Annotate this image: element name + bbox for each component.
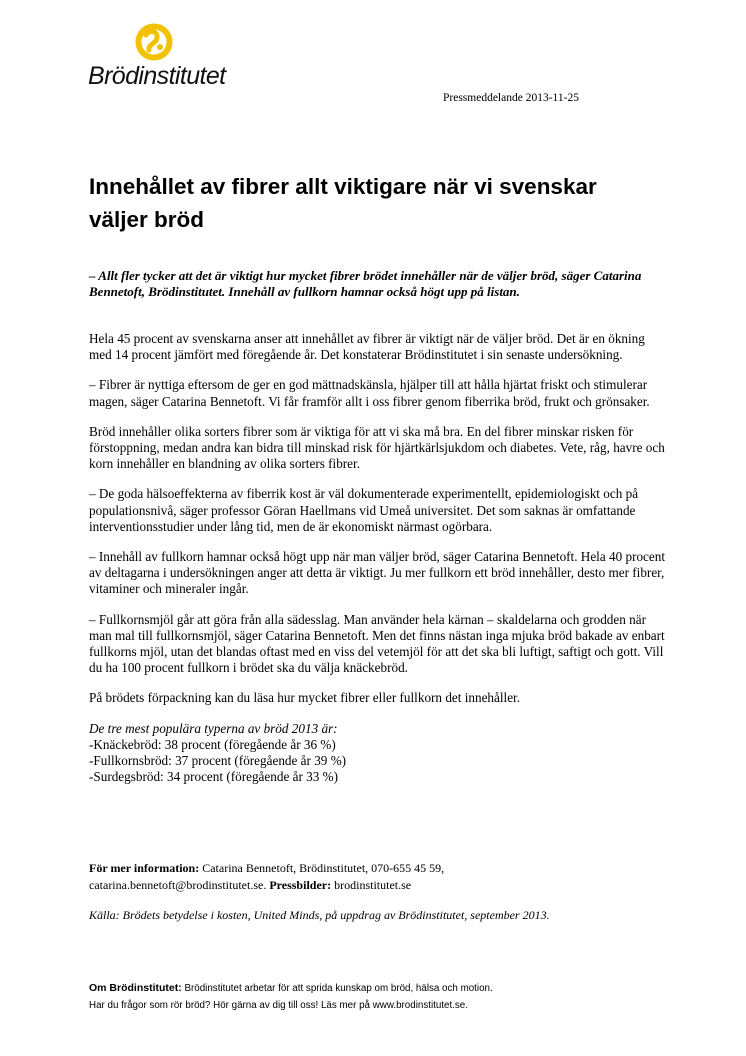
about-section <box>89 980 689 1014</box>
contact-email-link[interactable]: catarina.bennetoft@brodinstitutet.se. <box>89 878 267 892</box>
bread-logo-icon <box>134 22 174 62</box>
source-note: Källa: Brödets betydelse i kosten, United Minds, på uppdrag av Brödinstitutet, september 2013. <box>89 908 550 922</box>
popular-bread-list <box>89 721 669 786</box>
list-heading: De tre mest populära typerna av bröd 2013 är: <box>89 720 338 736</box>
paragraph: På brödets förpackning kan du läsa hur mycket fibrer eller fullkorn det innehåller. <box>89 690 521 706</box>
paragraph: – Fibrer är nyttiga eftersom de ger en god mättnadskänsla, hjälper till att hålla hjärtat friskt och stimulerar magen, säger Catarina Bennetoft. Vi får framför allt i oss fibrer genom fiberrika bröd, frukt och grönsaker. <box>89 377 650 409</box>
contact-text: Catarina Bennetoft, Brödinstitutet, 070-655 45 59, <box>202 861 445 875</box>
page-title: Innehållet av fibrer allt viktigare när vi svenskar väljer bröd <box>89 174 597 232</box>
paragraph: – Fullkornsmjöl går att göra från alla sädesslag. Man använder hela kärnan – skaldelarna och grodden när man mal till fullkornsmjöl, säger Catarina Bennetoft. Men det finns nästan inga mjuka bröd bakade av enbart fullkorns mjöl, utan det blandas oftast med en viss del vetemjöl för att det ska bli luftigt, saftigt och gott. Vill du ha 100 procent fullkorn i brödet ska du välja knäckebröd. <box>89 611 665 676</box>
list-item: -Surdegsbröd: 34 procent (föregående år 33 %) <box>89 769 339 785</box>
article-body <box>89 331 669 799</box>
paragraph: – Innehåll av fullkorn hamnar också högt upp när man väljer bröd, säger Catarina Bennetoft. Hela 40 procent av deltagarna i undersökningen anger att detta är viktigt. Ju mer fullkorn ett bröd innehåller, desto mer fibrer, vitaminer och mineraler ingår. <box>89 549 666 597</box>
paragraph: Hela 45 procent av svenskarna anser att innehållet av fibrer är viktigt när de väljer bröd. Det är en ökning med 14 procent jämfört med föregående år. Det konstaterar Brödinstitutet i sin senaste undersökning. <box>89 331 645 363</box>
lead-paragraph: – Allt fler tycker att det är viktigt hur mycket fibrer brödet innehåller när de väljer bröd, säger Catarina Bennetoft, Brödinstitutet. Innehåll av fullkorn hamnar också högt upp på listan. <box>89 268 642 299</box>
photos-label: Pressbilder: <box>269 878 332 892</box>
paragraph: – De goda hälsoeffekterna av fiberrik kost är väl dokumenterade experimentellt, epidemiologiskt och på populationsnivå, säger professor Göran Haellmans vid Umeå universitet. Det som saknas är omfattande interventionsstudier under lång tid, men de är ekonomiskt närmast ogörbara. <box>89 486 639 534</box>
brand-name: Brödinstitutet <box>88 62 226 90</box>
contact-label: För mer information: <box>89 861 200 875</box>
contact-info <box>89 860 669 894</box>
paragraph: Bröd innehåller olika sorters fibrer som är viktiga för att vi ska må bra. En del fibrer minskar risken för förstoppning, medan andra kan bidra till minskad risk för hjärtkärlsjukdom och diabetes. Vete, råg, havre och korn innehåller en blandning av olika sorters fibrer. <box>89 423 665 472</box>
about-label: Om Brödinstitutet: <box>89 982 182 994</box>
about-line-1: Brödinstitutet arbetar för att sprida kunskap om bröd, hälsa och motion. <box>184 983 493 994</box>
press-release-date: Pressmeddelande 2013-11-25 <box>443 92 579 104</box>
brand-logo <box>88 22 228 92</box>
list-item: -Knäckebröd: 38 procent (föregående år 36 %) <box>89 736 336 752</box>
list-item: -Fullkornsbröd: 37 procent (föregående år 39 %) <box>89 753 347 769</box>
photos-link[interactable]: brodinstitutet.se <box>334 878 412 892</box>
about-line-2: Har du frågor som rör bröd? Hör gärna av dig till oss! Läs mer på www.brodinstitutet.se. <box>89 999 468 1011</box>
